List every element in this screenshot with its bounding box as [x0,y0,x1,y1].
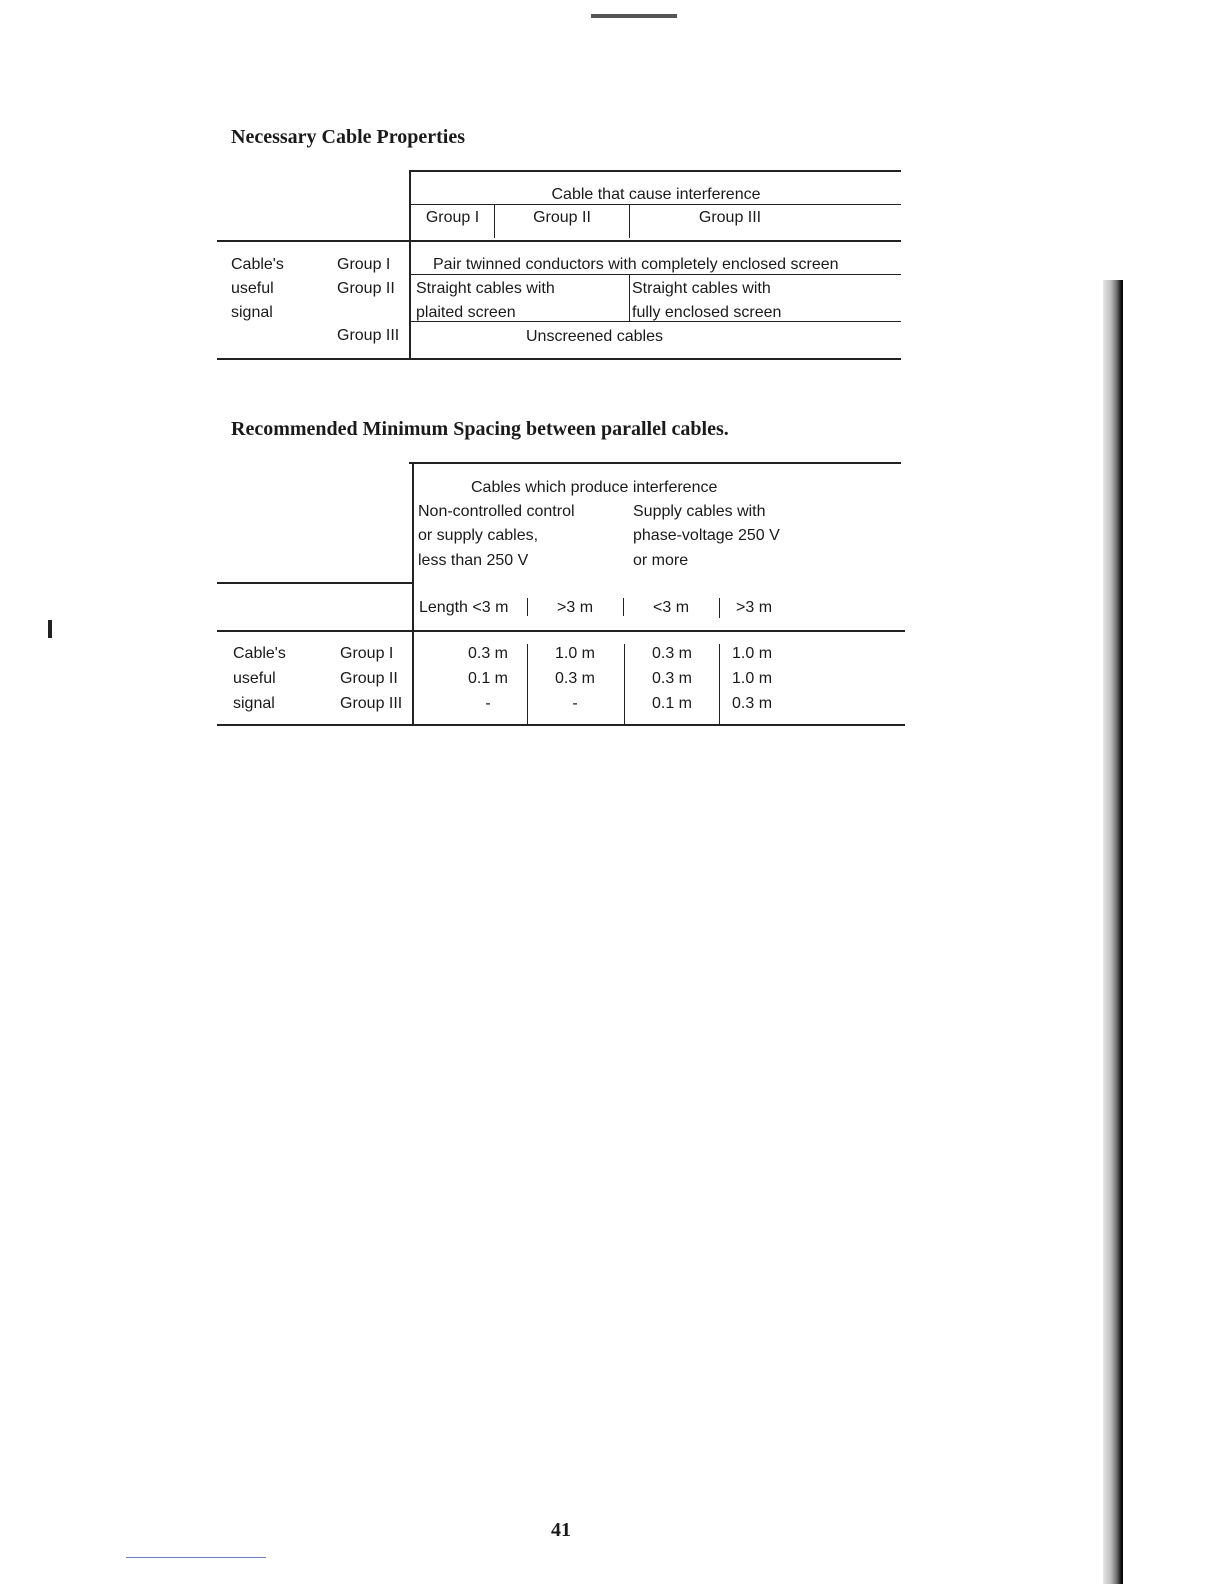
table1-bottom-rule [217,358,901,360]
table2-body-top-rule [217,630,905,632]
table2-row-label-line-3: signal [233,695,275,712]
table2-col-sep-1 [527,644,528,724]
top-rule [591,14,677,18]
table2-bottom-rule [217,724,905,726]
table2-cell: 0.3 m [651,670,692,687]
table1-header: Cable that cause interference [551,186,761,203]
table2-right-header-line-2: phase-voltage 250 V [633,527,780,544]
table2-col-sep-2 [624,644,625,724]
table2-header-tick-3 [719,598,720,618]
table1-col-group-2: Group II [533,209,591,226]
table2-length-header-4: >3 m [736,599,773,616]
table1-row-label-line-3: signal [231,304,273,321]
table2-row-group-2: Group II [340,670,398,687]
table2-row-group-1: Group I [340,645,394,662]
table1-row2-left-line-1: Straight cables with [416,280,555,297]
table1-row-group-2: Group II [337,280,395,297]
table2-length-header-2: >3 m [557,599,594,616]
table1-row2-sep [629,275,630,321]
table1-row2-right-line-2: fully enclosed screen [632,304,782,321]
table2-col-sep-3 [719,644,720,724]
table2-length-header-1: Length <3 m [419,599,509,616]
table2-cell: - [572,695,578,712]
page-number: 41 [551,1519,571,1541]
table2-header: Cables which produce interference [471,479,718,496]
table2-cell: 0.3 m [732,695,773,712]
table2-cell: 0.1 m [467,670,508,687]
table1-col-group-3: Group III [698,209,762,226]
table1-row2-right-line-1: Straight cables with [632,280,771,297]
table1-row1-cell: Pair twinned conductors with completely enclosed screen [433,256,839,273]
table2-stub-rule [217,582,413,584]
table2-cell: 0.3 m [467,645,508,662]
table1-top-rule [409,170,901,172]
table2-left-header-line-1: Non-controlled control [418,503,575,520]
section1-title: Necessary Cable Properties [231,126,466,148]
table1-row-label-line-2: useful [231,280,274,297]
table2-right-header-line-3: or more [633,552,689,569]
table1-row3-cell: Unscreened cables [526,328,663,345]
table2-left-header-line-2: or supply cables, [418,527,539,544]
table1-row-label-line-1: Cable's [231,256,284,273]
table2-row-group-3: Group III [340,695,403,712]
table2-cell: 1.0 m [732,645,773,662]
bottom-underline [126,1557,266,1558]
table2-right-header-line-1: Supply cables with [633,503,766,520]
table2-cell: 0.3 m [651,645,692,662]
table1-row-group-3: Group III [337,327,400,344]
table1-body-top-rule [217,240,901,242]
table2-length-header-3: <3 m [653,599,690,616]
table2-row-label-line-1: Cable's [233,645,286,662]
table2-cell: 0.1 m [651,695,692,712]
table2-cell: - [485,695,491,712]
table2-top-rule [409,462,901,464]
table2-cell: 1.0 m [732,670,773,687]
scan-mark [48,620,52,638]
table1-row2-left-line-2: plaited screen [416,304,516,321]
table2-cell: 1.0 m [554,645,595,662]
table2-left-rule [412,462,414,726]
section2-title: Recommended Minimum Spacing between parallel cables. [231,418,729,440]
table1-header-rule [409,204,901,205]
table2-cell: 0.3 m [554,670,595,687]
table2-left-header-line-3: less than 250 V [418,552,529,569]
page-binding-shadow [1103,280,1123,1584]
table2-header-tick-1 [527,598,528,616]
table2-header-tick-2 [623,598,624,616]
table1-row-rule-1 [411,274,901,275]
table1-row-group-1: Group I [337,256,391,273]
table1-col-group-1: Group I [425,209,480,226]
table2-row-label-line-2: useful [233,670,276,687]
